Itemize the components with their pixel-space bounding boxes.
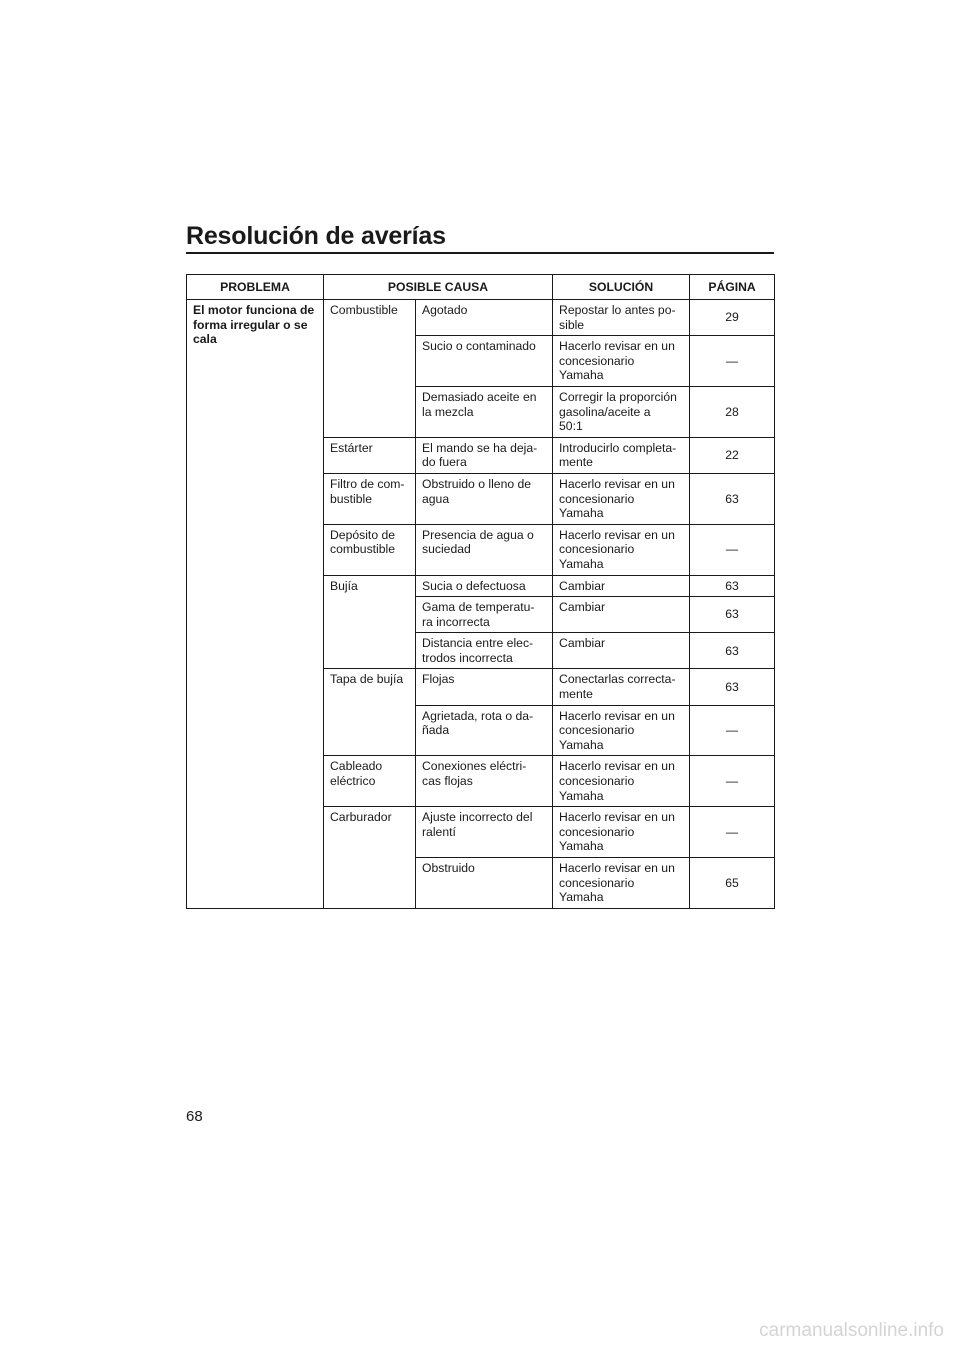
solution-cell: Introducirlo completa- mente — [553, 437, 690, 473]
page-cell: 63 — [690, 633, 775, 669]
cause-cell: Conexiones eléctri- cas flojas — [416, 756, 553, 807]
troubleshooting-table — [186, 274, 775, 909]
cause-cell: Agrietada, rota o da- ñada — [416, 705, 553, 756]
solution-cell: Hacerlo revisar en un concesionario Yamaha — [553, 858, 690, 909]
solution-cell: Repostar lo antes po- sible — [553, 300, 690, 336]
solution-cell: Hacerlo revisar en un concesionario Yamaha — [553, 807, 690, 858]
page-cell: 29 — [690, 300, 775, 336]
cause-cell: Demasiado aceite en la mezcla — [416, 386, 553, 437]
component-cell: Tapa de bujía — [324, 669, 416, 756]
component-cell: Carburador — [324, 807, 416, 909]
header-solution: SOLUCIÓN — [553, 275, 690, 300]
table-row — [187, 300, 775, 336]
watermark: carmanualsonline.info — [759, 1320, 944, 1341]
cause-cell: Sucia o defectuosa — [416, 575, 553, 597]
title-rule — [186, 252, 774, 254]
solution-cell: Corregir la proporción gasolina/aceite a 50:1 — [553, 386, 690, 437]
solution-cell: Hacerlo revisar en un concesionario Yamaha — [553, 473, 690, 524]
page-cell: 63 — [690, 473, 775, 524]
cause-cell: Gama de temperatu- ra incorrecta — [416, 597, 553, 633]
page-cell: 63 — [690, 575, 775, 597]
solution-cell: Cambiar — [553, 575, 690, 597]
page-number: 68 — [186, 1108, 203, 1125]
page-cell: — — [690, 336, 775, 387]
page-title: Resolución de averías — [186, 222, 446, 250]
cause-cell: Presencia de agua o suciedad — [416, 524, 553, 575]
cause-cell: Agotado — [416, 300, 553, 336]
page-cell: — — [690, 524, 775, 575]
component-cell: Filtro de com- bustible — [324, 473, 416, 524]
header-cause: POSIBLE CAUSA — [324, 275, 553, 300]
header-problem: PROBLEMA — [187, 275, 324, 300]
solution-cell: Hacerlo revisar en un concesionario Yamaha — [553, 705, 690, 756]
table-header-row — [187, 275, 775, 300]
page-cell: — — [690, 807, 775, 858]
page-cell: — — [690, 756, 775, 807]
solution-cell: Hacerlo revisar en un concesionario Yamaha — [553, 336, 690, 387]
solution-cell: Hacerlo revisar en un concesionario Yamaha — [553, 756, 690, 807]
solution-cell: Cambiar — [553, 597, 690, 633]
cause-cell: Sucio o contaminado — [416, 336, 553, 387]
page-cell: 63 — [690, 597, 775, 633]
component-cell: Cableado eléctrico — [324, 756, 416, 807]
page-cell: 63 — [690, 669, 775, 705]
solution-cell: Cambiar — [553, 633, 690, 669]
solution-cell: Conectarlas correcta- mente — [553, 669, 690, 705]
header-page: PÁGINA — [690, 275, 775, 300]
page-cell: — — [690, 705, 775, 756]
cause-cell: Flojas — [416, 669, 553, 705]
cause-cell: Distancia entre elec- trodos incorrecta — [416, 633, 553, 669]
page-cell: 22 — [690, 437, 775, 473]
cause-cell: Obstruido — [416, 858, 553, 909]
cause-cell: El mando se ha deja- do fuera — [416, 437, 553, 473]
page-cell: 28 — [690, 386, 775, 437]
component-cell: Combustible — [324, 300, 416, 438]
problem-cell: El motor funciona de forma irregular o se cala — [187, 300, 324, 909]
solution-cell: Hacerlo revisar en un concesionario Yamaha — [553, 524, 690, 575]
component-cell: Depósito de combustible — [324, 524, 416, 575]
component-cell: Bujía — [324, 575, 416, 669]
cause-cell: Ajuste incorrecto del ralentí — [416, 807, 553, 858]
page-cell: 65 — [690, 858, 775, 909]
cause-cell: Obstruido o lleno de agua — [416, 473, 553, 524]
component-cell: Estárter — [324, 437, 416, 473]
